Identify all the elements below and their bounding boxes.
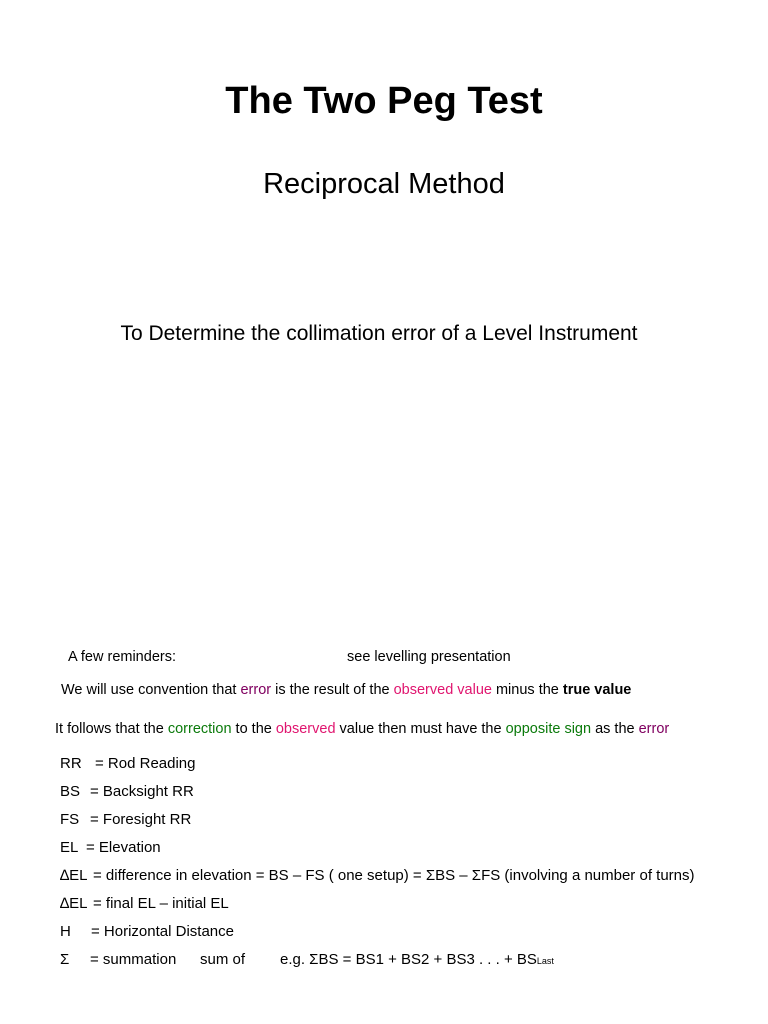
follows-text-2: to the [231,721,276,737]
definition-row [60,780,695,808]
definition-text: = Backsight RR [90,783,194,800]
summation-example-text: e.g. ΣBS = BS1 + BS2 + BS3 . . . + BS [280,951,537,968]
reminders-label: A few reminders: [68,649,176,665]
definition-term: FS [60,811,80,828]
definition-term: RR [60,755,82,772]
convention-sentence [61,682,631,698]
follows-term-correction: correction [167,721,232,737]
definition-row [60,864,695,892]
definition-term: H [60,923,71,940]
summation-row [60,948,695,976]
definitions-list [60,752,695,976]
follows-term-error: error [638,721,670,737]
definition-text: = Rod Reading [95,755,196,772]
page-subtitle: Reciprocal Method [263,168,505,200]
convention-text-1: We will use convention that [61,682,241,698]
follows-text-1: It follows that the [55,721,168,737]
definition-text: = Foresight RR [90,811,192,828]
convention-text-3: minus the [491,682,563,698]
definition-row [60,836,695,864]
definition-row [60,808,695,836]
reminders-see-note: see levelling presentation [347,649,511,665]
purpose-statement: To Determine the collimation error of a Level Instrument [120,322,638,345]
follows-text-3: value then must have the [335,721,506,737]
follows-text-4: as the [591,721,639,737]
definition-text: = difference in elevation = BS – FS ( one setup) = ΣBS – ΣFS (involving a number of turns) [93,867,695,884]
follows-term-opposite-sign: opposite sign [505,721,592,737]
definition-row [60,920,695,948]
summation-term: Σ [60,951,70,968]
convention-term-observed-value: observed value [393,682,492,698]
definition-row [60,752,695,780]
follows-term-observed: observed [275,721,336,737]
summation-example-subscript: Last [536,956,554,966]
convention-text-2: is the result of the [271,682,394,698]
page-title: The Two Peg Test [225,80,543,122]
summation-text: = summation [90,951,177,968]
follows-sentence [55,721,669,737]
definition-text: = Horizontal Distance [91,923,234,940]
summation-example [280,948,554,976]
summation-sum-of: sum of [200,951,246,968]
definition-text: = Elevation [86,839,161,856]
definition-term: BS [60,783,81,800]
convention-term-error: error [240,682,272,698]
definition-term: ∆EL [60,867,88,884]
definition-term: EL [60,839,79,856]
definition-text: = final EL – initial EL [93,895,229,912]
convention-term-true-value: true value [562,682,632,698]
definition-row [60,892,695,920]
definition-term: ∆EL [60,895,88,912]
